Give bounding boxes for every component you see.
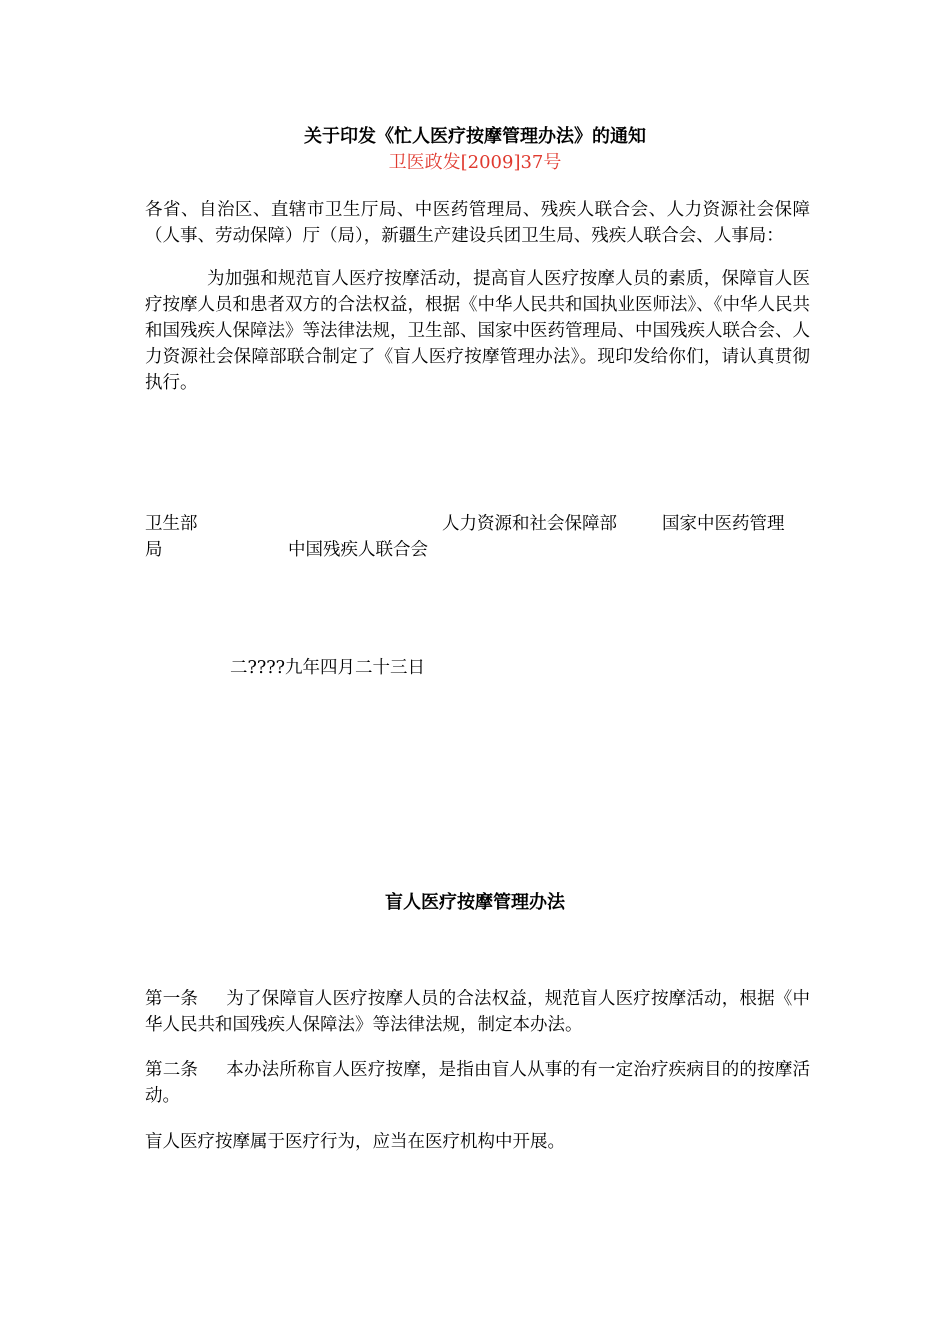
signatory-tcm-admin: 国家中医药管理 [662, 514, 785, 534]
regulation-paragraph: 盲人医疗按摩属于医疗行为，应当在医疗机构中开展。 [145, 1132, 565, 1152]
article-1-label: 第一条 [145, 989, 199, 1009]
notice-body-paragraph: 为加强和规范盲人医疗按摩活动，提高盲人医疗按摩人员的素质，保障盲人医疗按摩人员和患者双方的合法权益，根据《中华人民共和国执业医师法》、《中华人民共和国残疾人保障法》等法律法规，卫生部、国家中医药管理局、中国残疾人联合会、人力资源社会保障部联合制定了《盲人医疗按摩管理办法》。现印发给你们，请认真贯彻执行。 [145, 269, 810, 393]
article-1-text: 为了保障盲人医疗按摩人员的合法权益，规范盲人医疗按摩活动，根据《中华人民共和国残疾人保障法》等法律法规，制定本办法。 [145, 989, 811, 1035]
signatory-tcm-admin-continued: 局 [145, 540, 163, 560]
signatory-ministry-of-health: 卫生部 [145, 514, 198, 534]
article-2-label: 第二条 [145, 1060, 199, 1080]
signatory-disabled-persons-federation: 中国残疾人联合会 [288, 540, 428, 560]
issue-date: 二????九年四月二十三日 [230, 658, 426, 678]
signatory-hrss: 人力资源和社会保障部 [442, 514, 617, 534]
article-1 [145, 986, 810, 1038]
notice-title: 关于印发《忙人医疗按摩管理办法》的通知 [304, 126, 646, 147]
article-2-text: 本办法所称盲人医疗按摩，是指由盲人从事的有一定治疗疾病目的的按摩活动。 [145, 1060, 811, 1106]
addressees-paragraph: 各省、自治区、直辖市卫生厅局、中医药管理局、残疾人联合会、人力资源社会保障（人事、劳动保障）厅（局），新疆生产建设兵团卫生局、残疾人联合会、人事局： [145, 200, 810, 246]
regulation-title: 盲人医疗按摩管理办法 [385, 892, 565, 913]
document-number: 卫医政发[2009]37号 [388, 152, 562, 173]
article-2 [145, 1057, 810, 1109]
